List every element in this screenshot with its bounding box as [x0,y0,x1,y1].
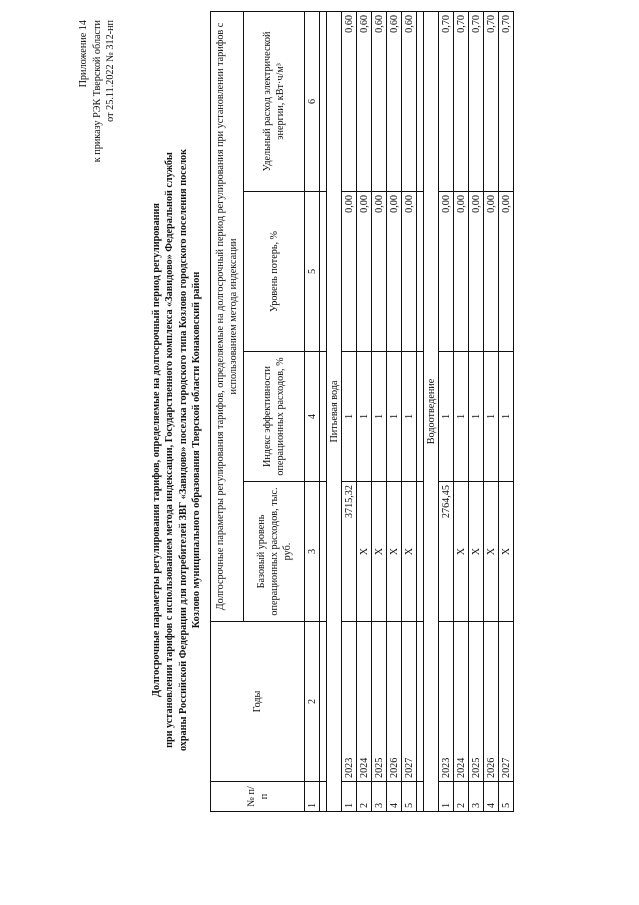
title-line-1: Долгосрочные параметры регулирования тарифов, определяемые на долгосрочный период регулирования [151,203,162,697]
colnum-1: 1 [305,782,320,812]
header-num: № п/п [211,782,305,812]
table-row [357,11,372,811]
cell-base: Х [469,482,484,622]
spacer-cell [417,192,424,352]
cell-loss: 0,00 [387,192,402,352]
cell-loss: 0,00 [372,192,387,352]
table-row [454,11,469,811]
table-row [402,11,417,811]
cell-base: 2764,45 [439,482,454,622]
cell-index: 1 [402,352,417,482]
cell-base: Х [499,482,514,622]
cell-num: 1 [342,782,357,812]
header-years: Годы [211,622,305,782]
cell-loss: 0,00 [402,192,417,352]
cell-loss: 0,00 [357,192,372,352]
cell-year: 2023 [439,622,454,782]
cell-year: 2025 [372,622,387,782]
spacer-cell [417,622,424,782]
cell-loss: 0,00 [469,192,484,352]
cell-index: 1 [387,352,402,482]
cell-base: Х [484,482,499,622]
cell-energy: 0,60 [357,11,372,191]
cell-index: 1 [342,352,357,482]
appendix-line-2: к приказу РЭК Тверской области [91,20,103,163]
spacer-cell [417,782,424,812]
header-loss: Уровень потерь, % [244,192,305,352]
cell-year: 2027 [499,622,514,782]
spacer-cell [320,622,327,782]
table-row [342,11,357,811]
spacer-cell [320,782,327,812]
cell-index: 1 [454,352,469,482]
table-row [372,11,387,811]
cell-num: 4 [484,782,499,812]
cell-year: 2026 [387,622,402,782]
cell-index: 1 [357,352,372,482]
cell-base: 3715,32 [342,482,357,622]
cell-base: Х [402,482,417,622]
cell-num: 3 [469,782,484,812]
spacer-cell [417,11,424,191]
cell-num: 5 [402,782,417,812]
cell-loss: 0,00 [484,192,499,352]
cell-year: 2024 [454,622,469,782]
section-title: Водоотведение [424,11,439,811]
cell-year: 2026 [484,622,499,782]
table-row [439,11,454,811]
colnum-3: 3 [305,482,320,622]
table-row [469,11,484,811]
cell-index: 1 [469,352,484,482]
table-row [499,11,514,811]
cell-loss: 0,00 [342,192,357,352]
cell-energy: 0,70 [454,11,469,191]
cell-year: 2027 [402,622,417,782]
cell-energy: 0,60 [387,11,402,191]
cell-num: 2 [357,782,372,812]
cell-energy: 0,60 [402,11,417,191]
cell-energy: 0,60 [372,11,387,191]
cell-energy: 0,70 [469,11,484,191]
spacer-cell [320,11,327,191]
cell-base: Х [387,482,402,622]
cell-index: 1 [499,352,514,482]
cell-num: 4 [387,782,402,812]
cell-base: Х [357,482,372,622]
table-row [387,11,402,811]
cell-energy: 0,70 [484,11,499,191]
colnum-6: 6 [305,11,320,191]
title-line-3: охраны Российской Федерации для потребителей ЗВГ «Завидово» поселка городского типа Козлово городского поселения поселок [177,148,189,752]
cell-year: 2025 [469,622,484,782]
section-title: Питьевая вода [327,11,342,811]
spacer-row [417,11,424,811]
cell-energy: 0,60 [342,11,357,191]
title-line-4: Козлово муниципального образования Тверской области Конаковский район [190,271,202,629]
appendix-line-3: от 25.11.2022 № 312-нп [105,20,116,122]
title-line-2: при установлении тарифов с использованием метода индексации, Государственного комплекса «Завидово» Федеральной службы [164,152,176,748]
appendix-line-1: Приложение 14 [78,20,89,88]
cell-num: 5 [499,782,514,812]
cell-base: Х [372,482,387,622]
colnum-4: 4 [305,352,320,482]
cell-loss: 0,00 [454,192,469,352]
table-row [484,11,499,811]
column-number-row [305,11,320,811]
cell-energy: 0,70 [439,11,454,191]
spacer-row [320,11,327,811]
spacer-cell [417,482,424,622]
cell-num: 2 [454,782,469,812]
parameters-table [210,11,514,812]
cell-energy: 0,70 [499,11,514,191]
header-energy: Удельный расход электрической энергии, кВт·ч/м³ [244,11,305,191]
cell-base: Х [454,482,469,622]
cell-year: 2024 [357,622,372,782]
header-index: Индекс эффективности операционных расходов, % [244,352,305,482]
cell-index: 1 [372,352,387,482]
cell-loss: 0,00 [499,192,514,352]
header-group: Долгосрочные параметры регулирования тарифов, определяемые на долгосрочный период регулирования при установлении тарифов с использованием метода индексации [211,11,244,621]
cell-num: 3 [372,782,387,812]
spacer-cell [320,192,327,352]
cell-num: 1 [439,782,454,812]
cell-index: 1 [484,352,499,482]
spacer-cell [320,482,327,622]
section-row-sewage [424,11,439,811]
colnum-2: 2 [305,622,320,782]
colnum-5: 5 [305,192,320,352]
spacer-cell [320,352,327,482]
document-title [150,85,203,815]
spacer-cell [417,352,424,482]
header-base: Базовый уровень операционных расходов, тыс. руб. [244,482,305,622]
appendix-note [77,20,118,190]
cell-year: 2023 [342,622,357,782]
header-row-group [211,11,244,811]
cell-index: 1 [439,352,454,482]
section-row-water [327,11,342,811]
cell-loss: 0,00 [439,192,454,352]
